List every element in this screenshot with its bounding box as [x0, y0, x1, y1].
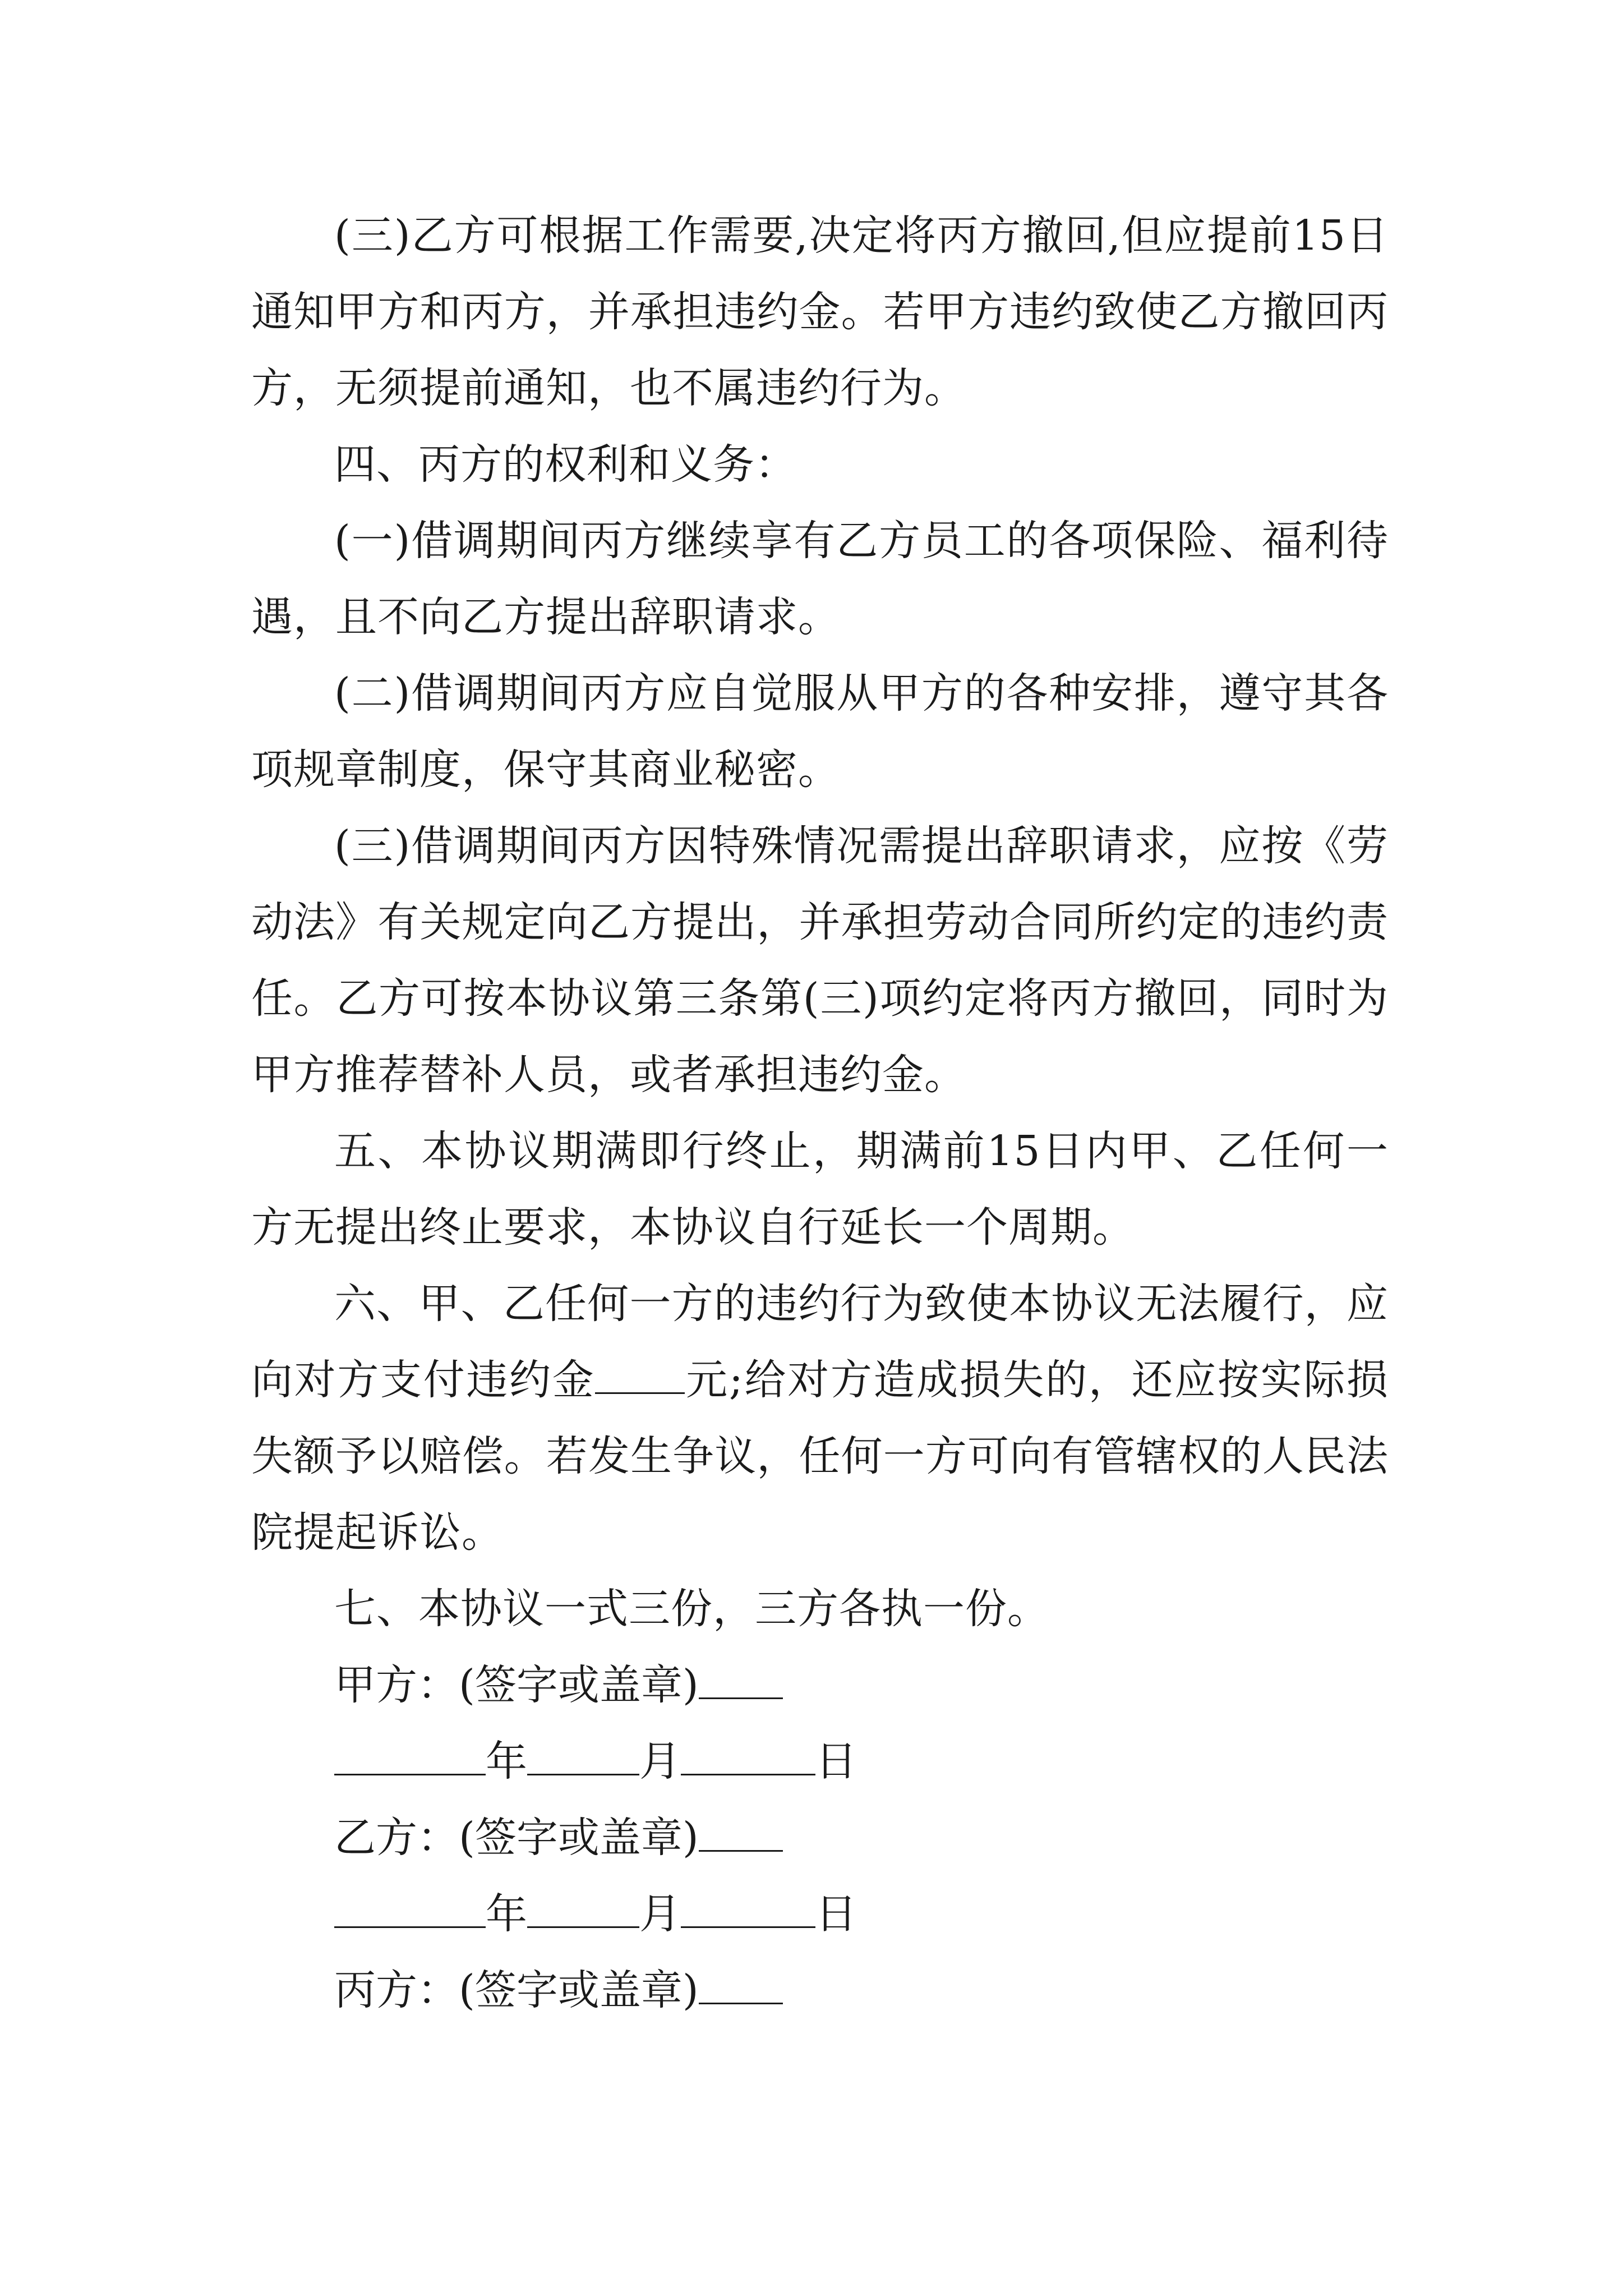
signature-line-party-c — [251, 1952, 1389, 2028]
year-label: 年 — [486, 1737, 527, 1786]
penalty-amount-blank — [595, 1352, 685, 1394]
heading-clause-4: 四、丙方的权利和义务： — [334, 440, 797, 489]
year-label: 年 — [486, 1890, 527, 1938]
day-blank — [681, 1733, 815, 1775]
clause-6-text-after: 元;给对方造成损失的，还应按实际损失额予以赔偿。若发生争议，任何一方可向有管辖权的人民法院提起诉讼。 — [251, 1356, 1389, 1557]
day-blank — [681, 1886, 815, 1928]
date-line-party-b — [251, 1876, 1389, 1952]
date-line-party-a — [251, 1723, 1389, 1800]
document-page — [251, 197, 1389, 2028]
signature-label-party-b: 乙方：(签字或盖章) — [334, 1814, 699, 1862]
year-blank — [334, 1733, 486, 1775]
signature-label-party-c: 丙方：(签字或盖章) — [334, 1966, 699, 2014]
month-blank — [527, 1886, 639, 1928]
paragraph-clause-5: 五、本协议期满即行终止，期满前15日内甲、乙任何一方无提出终止要求，本协议自行延长一个周期。 — [251, 1127, 1389, 1251]
month-blank — [527, 1733, 639, 1775]
paragraph-clause-4-2: (二)借调期间丙方应自觉服从甲方的各种安排，遵守其各项规章制度，保守其商业秘密。 — [251, 669, 1389, 794]
clause-6-text-before: 六、甲、乙任何一方的违约行为致使本协议无法履行，应向对方支付违约金 — [251, 1280, 1389, 1404]
signature-line-party-a — [251, 1647, 1389, 1723]
paragraph-clause-4-1: (一)借调期间丙方继续享有乙方员工的各项保险、福利待遇，且不向乙方提出辞职请求。 — [251, 517, 1389, 641]
year-blank — [334, 1886, 486, 1928]
paragraph-clause-7: 七、本协议一式三份，三方各执一份。 — [334, 1585, 1049, 1633]
month-label: 月 — [639, 1737, 681, 1786]
signature-blank-party-c — [699, 1962, 783, 2004]
day-label: 日 — [815, 1737, 857, 1786]
signature-blank-party-a — [699, 1657, 783, 1699]
paragraph-clause-3-3: (三)乙方可根据工作需要,决定将丙方撤回,但应提前15日通知甲方和丙方，并承担违约金。若甲方违约致使乙方撤回丙方，无须提前通知，也不属违约行为。 — [251, 211, 1389, 412]
signature-label-party-a: 甲方：(签字或盖章) — [334, 1661, 699, 1709]
paragraph-clause-4-3: (三)借调期间丙方因特殊情况需提出辞职请求，应按《劳动法》有关规定向乙方提出，并承担劳动合同所约定的违约责任。乙方可按本协议第三条第(三)项约定将丙方撤回，同时为甲方推荐替补人员，或者承担违约金。 — [251, 822, 1389, 1099]
paragraph-clause-6 — [251, 1266, 1389, 1571]
day-label: 日 — [815, 1890, 857, 1938]
signature-blank-party-b — [699, 1810, 783, 1852]
month-label: 月 — [639, 1890, 681, 1938]
signature-line-party-b — [251, 1800, 1389, 1876]
